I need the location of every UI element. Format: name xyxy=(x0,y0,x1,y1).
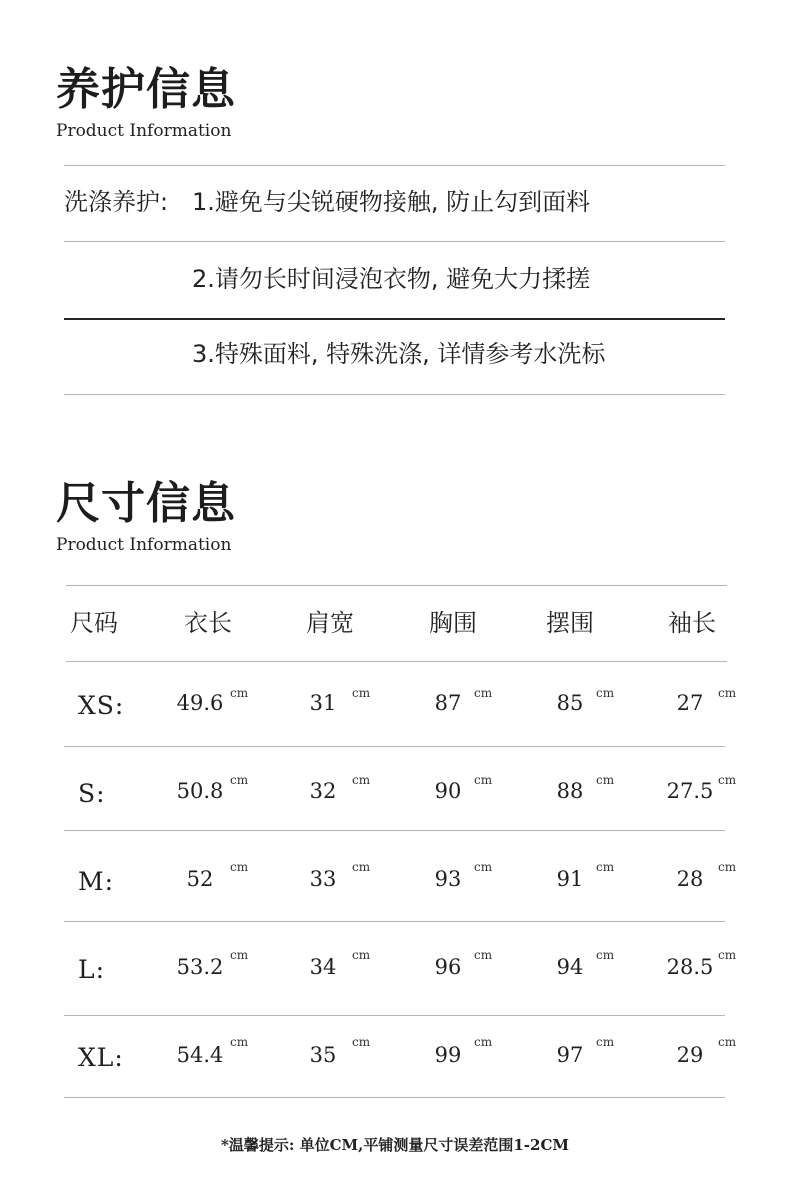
unit-label: cm xyxy=(230,1035,249,1049)
unit-label: cm xyxy=(718,773,737,787)
unit-label: cm xyxy=(230,773,249,787)
header-shoulder: 肩宽 xyxy=(306,609,354,637)
chest-value-xl: 99 xyxy=(434,1043,462,1067)
unit-label: cm xyxy=(474,773,493,787)
unit-label: cm xyxy=(718,1035,737,1049)
chest-value-xs: 87 xyxy=(434,691,462,715)
unit-label: cm xyxy=(718,948,737,962)
sleeve-value-m: 28 xyxy=(676,867,704,891)
header-chest: 胸围 xyxy=(429,609,477,637)
size-label-xs: XS: xyxy=(78,691,125,720)
header-hem: 摆围 xyxy=(546,609,594,637)
table-divider xyxy=(64,746,725,747)
chest-value-s: 90 xyxy=(434,779,462,803)
unit-label: cm xyxy=(352,1035,371,1049)
header-sleeve: 袖长 xyxy=(668,609,716,637)
unit-label: cm xyxy=(230,860,249,874)
care-section-title: 养护信息 xyxy=(56,64,236,115)
care-instruction-1: 1.避免与尖锐硬物接触, 防止勾到面料 xyxy=(192,188,591,216)
hem-value-s: 88 xyxy=(556,779,584,803)
table-top-divider xyxy=(66,585,727,586)
size-section-subtitle: Product Information xyxy=(56,535,232,555)
table-divider xyxy=(64,921,725,922)
size-label-xl: XL: xyxy=(78,1043,124,1072)
sleeve-value-l: 28.5 xyxy=(666,955,714,979)
shoulder-value-s: 32 xyxy=(309,779,337,803)
unit-label: cm xyxy=(474,860,493,874)
care-section-subtitle: Product Information xyxy=(56,121,232,141)
unit-label: cm xyxy=(352,948,371,962)
unit-label: cm xyxy=(596,948,615,962)
size-label-m: M: xyxy=(78,867,115,896)
unit-label: cm xyxy=(230,686,249,700)
unit-label: cm xyxy=(230,948,249,962)
size-note: *温馨提示: 单位CM,平铺测量尺寸误差范围1-2CM xyxy=(220,1136,569,1154)
divider-line xyxy=(64,394,725,395)
table-divider xyxy=(66,661,727,662)
shoulder-value-m: 33 xyxy=(309,867,337,891)
size-label-s: S: xyxy=(78,779,106,808)
divider-line xyxy=(64,241,725,242)
unit-label: cm xyxy=(718,686,737,700)
unit-label: cm xyxy=(474,1035,493,1049)
hem-value-xl: 97 xyxy=(556,1043,584,1067)
care-label: 洗涤养护: xyxy=(64,188,169,216)
hem-value-xs: 85 xyxy=(556,691,584,715)
unit-label: cm xyxy=(474,948,493,962)
care-instruction-2: 2.请勿长时间浸泡衣物, 避免大力揉搓 xyxy=(192,265,591,293)
divider-line xyxy=(64,318,725,320)
care-instruction-3: 3.特殊面料, 特殊洗涤, 详情参考水洗标 xyxy=(192,340,606,368)
unit-label: cm xyxy=(596,1035,615,1049)
table-divider xyxy=(64,1015,725,1016)
shoulder-value-xs: 31 xyxy=(309,691,337,715)
table-bottom-divider xyxy=(64,1097,725,1098)
sleeve-value-xs: 27 xyxy=(676,691,704,715)
unit-label: cm xyxy=(352,773,371,787)
length-value-xs: 49.6 xyxy=(176,691,224,715)
header-size: 尺码 xyxy=(70,609,118,637)
header-length: 衣长 xyxy=(184,609,232,637)
unit-label: cm xyxy=(718,860,737,874)
shoulder-value-xl: 35 xyxy=(309,1043,337,1067)
size-label-l: L: xyxy=(78,955,106,984)
shoulder-value-l: 34 xyxy=(309,955,337,979)
hem-value-m: 91 xyxy=(556,867,584,891)
length-value-xl: 54.4 xyxy=(176,1043,224,1067)
sleeve-value-s: 27.5 xyxy=(666,779,714,803)
divider-line xyxy=(64,165,725,166)
hem-value-l: 94 xyxy=(556,955,584,979)
unit-label: cm xyxy=(352,686,371,700)
unit-label: cm xyxy=(352,860,371,874)
size-section-title: 尺寸信息 xyxy=(56,478,236,529)
table-divider xyxy=(64,830,725,831)
unit-label: cm xyxy=(596,773,615,787)
length-value-s: 50.8 xyxy=(176,779,224,803)
unit-label: cm xyxy=(596,686,615,700)
unit-label: cm xyxy=(474,686,493,700)
sleeve-value-xl: 29 xyxy=(676,1043,704,1067)
unit-label: cm xyxy=(596,860,615,874)
length-value-m: 52 xyxy=(186,867,214,891)
length-value-l: 53.2 xyxy=(176,955,224,979)
chest-value-l: 96 xyxy=(434,955,462,979)
chest-value-m: 93 xyxy=(434,867,462,891)
